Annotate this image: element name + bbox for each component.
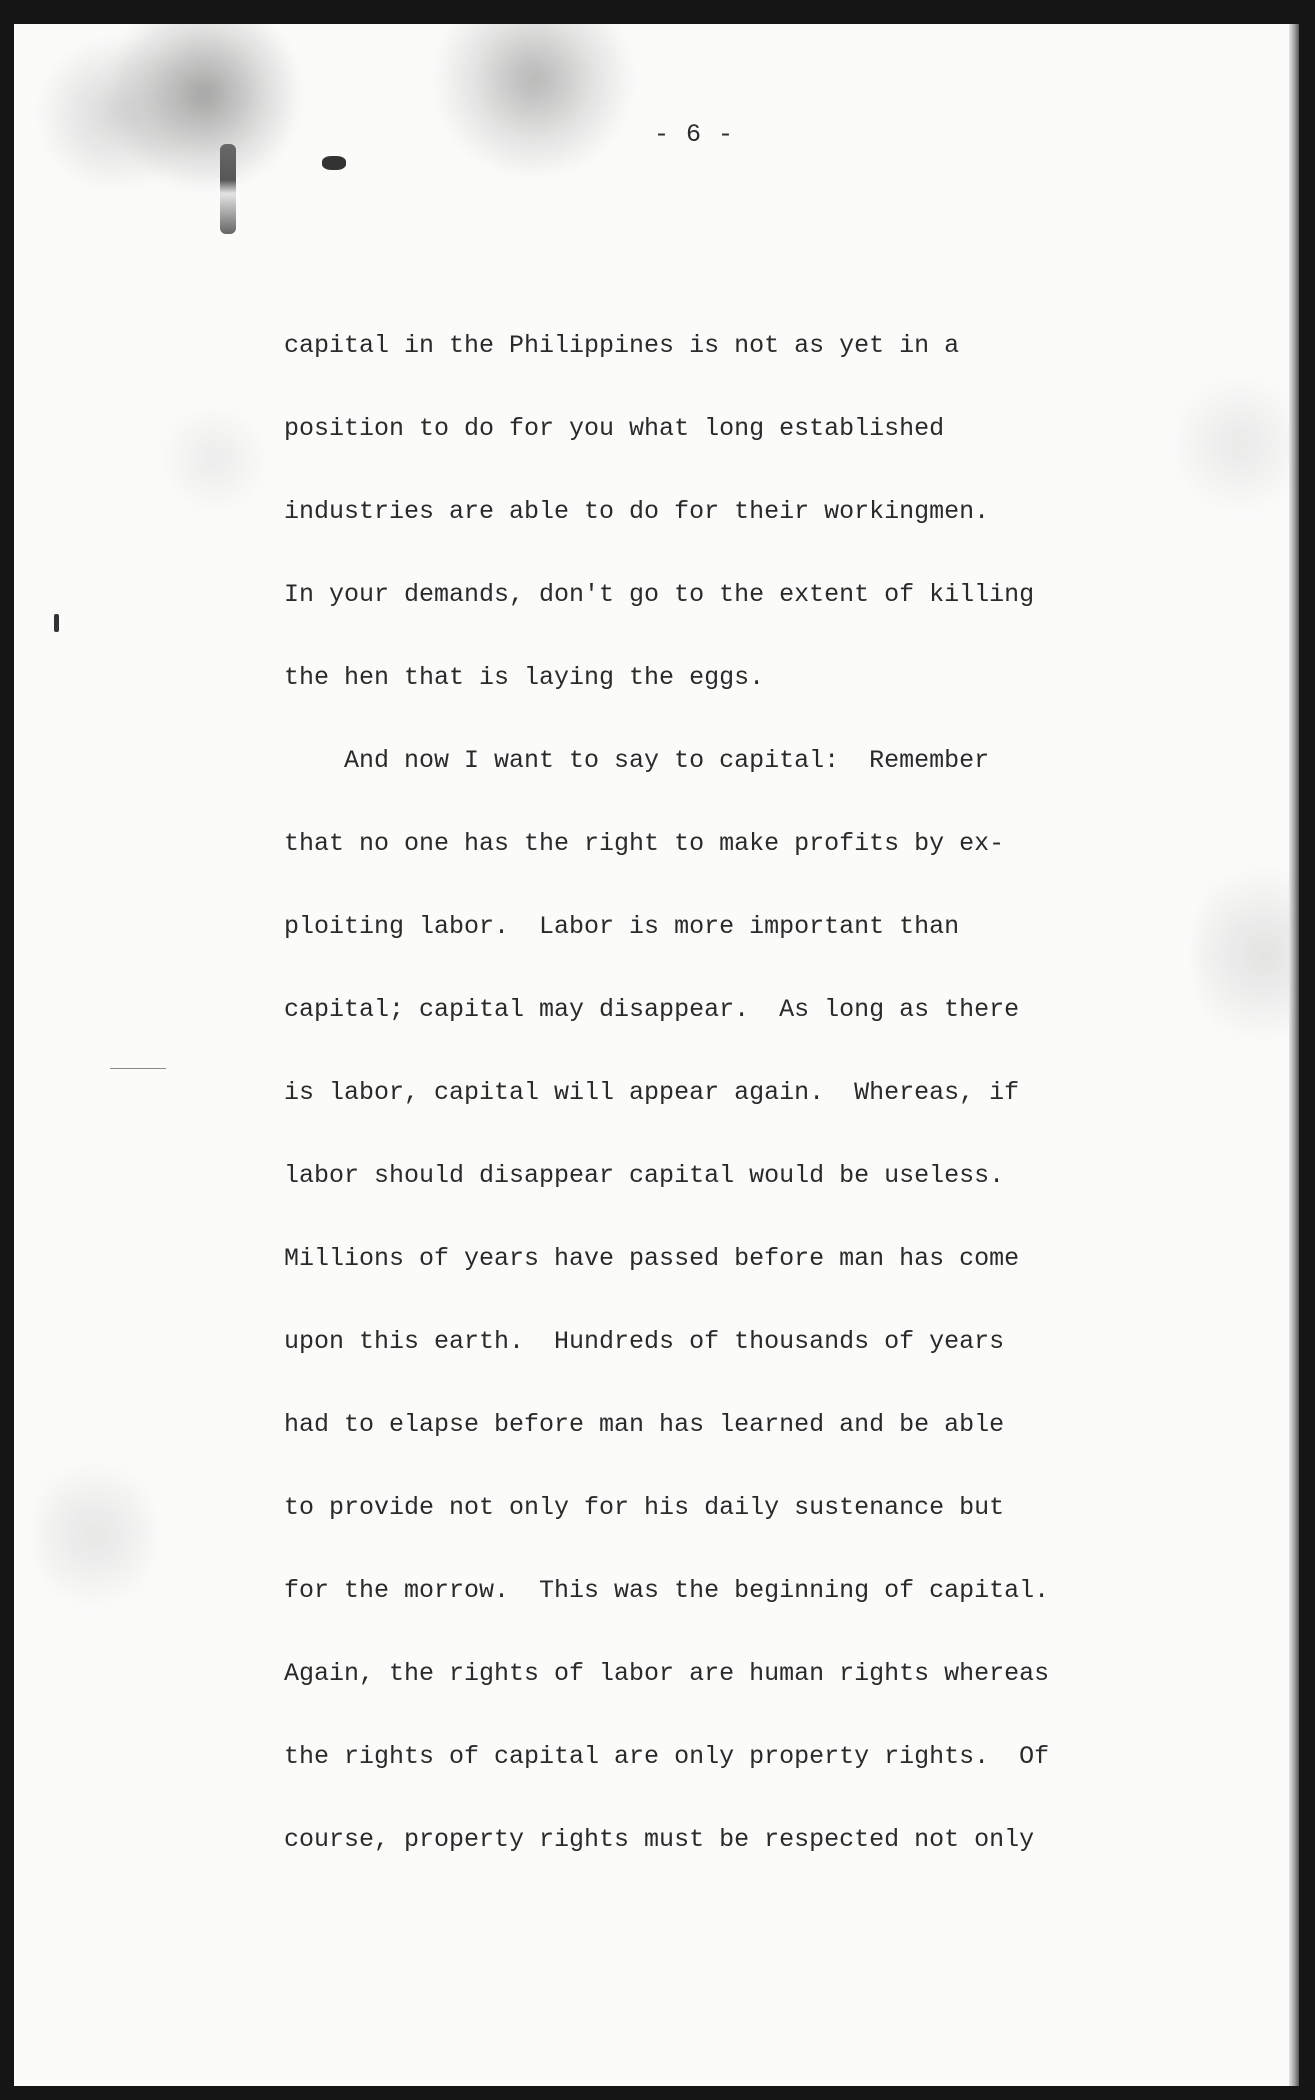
typed-body-text <box>284 304 1184 1881</box>
water-stain <box>1194 844 1299 1064</box>
margin-mark <box>54 614 59 632</box>
text-line: course, property rights must be respected not only <box>284 1825 1035 1854</box>
document-page <box>14 24 1299 2086</box>
page-number: - 6 - <box>654 120 735 149</box>
margin-dash <box>110 1068 166 1069</box>
text-line: the rights of capital are only property rights. Of <box>284 1742 1050 1771</box>
text-line: is labor, capital will appear again. Whereas, if <box>284 1078 1020 1107</box>
text-line: ploiting labor. Labor is more important than <box>284 912 960 941</box>
text-line: industries are able to do for their workingmen. <box>284 497 990 526</box>
text-line: for the morrow. This was the beginning of capital. <box>284 1576 1050 1605</box>
text-line: capital in the Philippines is not as yet in a <box>284 331 960 360</box>
text-line: position to do for you what long established <box>284 414 945 443</box>
paper-tear-mark <box>220 144 236 234</box>
water-stain <box>34 1444 154 1624</box>
text-line: upon this earth. Hundreds of thousands of years <box>284 1327 1005 1356</box>
text-line: the hen that is laying the eggs. <box>284 663 765 692</box>
water-stain <box>1174 364 1299 524</box>
water-stain <box>104 24 304 194</box>
text-line: Again, the rights of labor are human rights whereas <box>284 1659 1050 1688</box>
text-line: capital; capital may disappear. As long as there <box>284 995 1020 1024</box>
page-edge <box>1289 24 1299 2086</box>
text-line: labor should disappear capital would be useless. <box>284 1161 1005 1190</box>
text-line: And now I want to say to capital: Remember <box>284 746 990 775</box>
water-stain <box>34 34 194 194</box>
water-stain <box>424 24 644 174</box>
text-line: that no one has the right to make profits by ex- <box>284 829 1005 858</box>
text-line: to provide not only for his daily sustenance but <box>284 1493 1005 1522</box>
text-line: In your demands, don't go to the extent of killing <box>284 580 1035 609</box>
ink-blot <box>322 156 346 170</box>
text-line: Millions of years have passed before man has come <box>284 1244 1020 1273</box>
text-line: had to elapse before man has learned and be able <box>284 1410 1005 1439</box>
water-stain <box>154 404 274 514</box>
